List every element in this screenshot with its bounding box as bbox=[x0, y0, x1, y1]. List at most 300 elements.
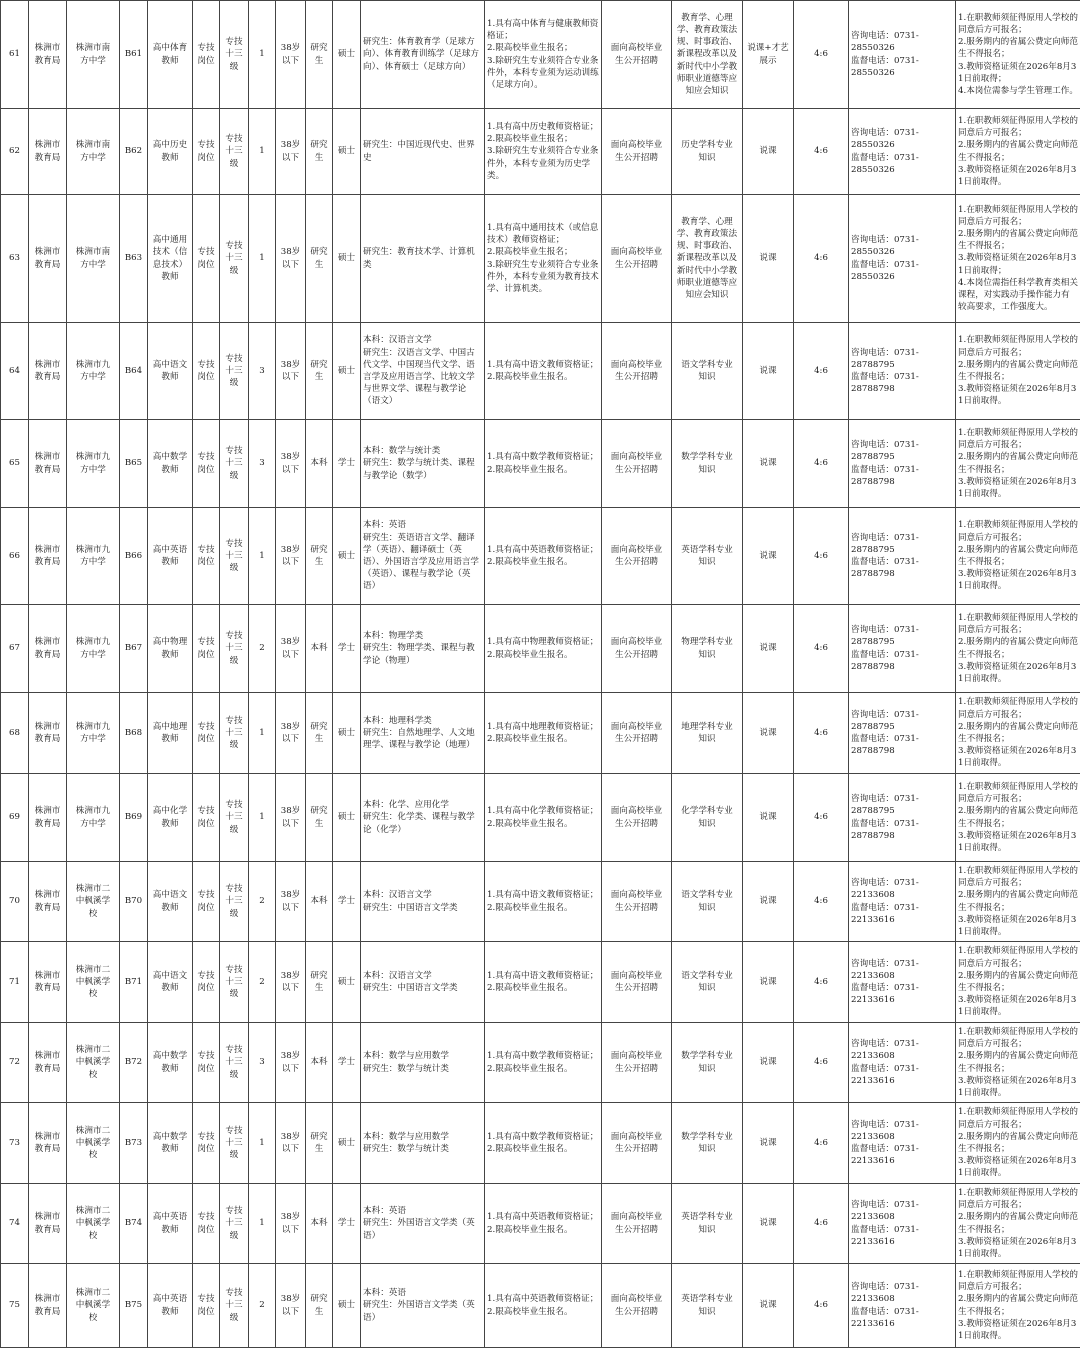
recruitment-target-cell bbox=[602, 942, 672, 1023]
score-ratio-cell bbox=[794, 693, 849, 774]
hiring-count-cell bbox=[249, 1264, 276, 1348]
row-number-cell bbox=[1, 605, 29, 693]
interview-format-cell bbox=[743, 1103, 794, 1184]
recruitment-target: 面向高校毕业 生公开招聘 bbox=[610, 1051, 663, 1074]
education-requirement-cell bbox=[306, 508, 333, 605]
hiring-count: 1 bbox=[259, 1218, 265, 1229]
written-exam-content: 教育学、心理学、教育政策法规、时事政治、新课程改革以及新时代中小学教师职业道德等应知应会知识 bbox=[676, 216, 738, 300]
post-code-cell bbox=[120, 862, 148, 942]
score-ratio: 4:6 bbox=[814, 146, 828, 157]
row-number: 64 bbox=[9, 365, 20, 376]
post-type: 专技 岗位 bbox=[197, 247, 215, 270]
education-requirement-cell bbox=[306, 1103, 333, 1184]
major-requirement: 研究生：教育技术学、计算机类 bbox=[363, 247, 475, 270]
table-row bbox=[1, 605, 1080, 693]
written-exam-content-cell bbox=[672, 109, 743, 195]
score-ratio-cell bbox=[794, 862, 849, 942]
post-code: B65 bbox=[124, 458, 143, 469]
post-code: B63 bbox=[124, 253, 143, 264]
score-ratio-cell bbox=[794, 1264, 849, 1348]
recruitment-target: 面向高校毕业 生公开招聘 bbox=[610, 970, 663, 993]
post-level: 专技 十三 级 bbox=[225, 1206, 243, 1241]
written-exam-content-cell bbox=[672, 420, 743, 508]
competent-department-cell bbox=[29, 693, 67, 774]
post-level: 专技 十三 级 bbox=[225, 1288, 243, 1323]
competent-department: 株洲市 教育局 bbox=[34, 544, 61, 567]
post-code: B73 bbox=[124, 1137, 143, 1148]
post-code: B70 bbox=[124, 896, 143, 907]
major-requirement-cell bbox=[361, 1023, 485, 1103]
competent-department-cell bbox=[29, 420, 67, 508]
competent-department-cell bbox=[29, 774, 67, 862]
post-level: 专技 十三 级 bbox=[225, 134, 243, 169]
post-type-cell bbox=[193, 1023, 220, 1103]
age-requirement-cell bbox=[276, 693, 306, 774]
hiring-count: 1 bbox=[259, 1137, 265, 1148]
other-requirements: 1.具有高中英语教师资格证； 2.限高校毕业生报名。 bbox=[487, 544, 599, 567]
employer-unit: 株洲市二 中枫溪学 校 bbox=[75, 1288, 111, 1323]
age-requirement-cell bbox=[276, 1264, 306, 1348]
post-level-cell bbox=[220, 1103, 249, 1184]
recruitment-target: 面向高校毕业 生公开招聘 bbox=[610, 1131, 663, 1154]
major-requirement: 本科：英语 研究生：英语语言文学、翻译学（英语）、翻译硕士（英语）、外国语言学及应用语言学（英语）、课程与教学论（英语） bbox=[363, 520, 480, 592]
hiring-count-cell bbox=[249, 862, 276, 942]
table-row bbox=[1, 1023, 1080, 1103]
contact-phones: 咨询电话：0731- 28550326 监督电话：0731- 28550326 bbox=[851, 235, 919, 282]
competent-department-cell bbox=[29, 508, 67, 605]
degree-requirement: 硕士 bbox=[337, 1300, 356, 1311]
written-exam-content: 数学学科专业 知识 bbox=[681, 1131, 733, 1154]
other-requirements: 1.具有高中语文教师资格证； 2.限高校毕业生报名。 bbox=[487, 890, 599, 913]
post-name-cell bbox=[148, 693, 193, 774]
post-type-cell bbox=[193, 1264, 220, 1348]
contact-phones: 咨询电话：0731- 28788795 监督电话：0731- 28788798 bbox=[851, 347, 919, 395]
post-level-cell bbox=[220, 774, 249, 862]
score-ratio-cell bbox=[794, 1023, 849, 1103]
other-requirements-cell bbox=[485, 605, 602, 693]
score-ratio: 4:6 bbox=[814, 727, 828, 738]
post-code-cell bbox=[120, 693, 148, 774]
row-number-cell bbox=[1, 942, 29, 1023]
post-name: 高中物理 教师 bbox=[152, 637, 188, 660]
row-number: 65 bbox=[9, 458, 20, 469]
post-name: 高中英语 教师 bbox=[152, 1212, 188, 1235]
score-ratio-cell bbox=[794, 420, 849, 508]
employer-unit-cell bbox=[67, 1023, 120, 1103]
competent-department: 株洲市 教育局 bbox=[34, 1051, 61, 1074]
score-ratio: 4:6 bbox=[814, 812, 828, 823]
contact-phones-cell bbox=[849, 109, 956, 195]
post-level: 专技 十三 级 bbox=[225, 800, 243, 835]
post-code-cell bbox=[120, 195, 148, 323]
post-level: 专技 十三 级 bbox=[225, 631, 243, 666]
employer-unit-cell bbox=[67, 605, 120, 693]
hiring-count-cell bbox=[249, 942, 276, 1023]
remarks-cell bbox=[956, 862, 1080, 942]
remarks-cell bbox=[956, 1103, 1080, 1184]
competent-department-cell bbox=[29, 1184, 67, 1264]
row-number-cell bbox=[1, 508, 29, 605]
post-name-cell bbox=[148, 774, 193, 862]
table-row bbox=[1, 862, 1080, 942]
score-ratio: 4:6 bbox=[814, 1218, 828, 1229]
degree-requirement-cell bbox=[333, 109, 361, 195]
education-requirement-cell bbox=[306, 420, 333, 508]
education-requirement-cell bbox=[306, 323, 333, 420]
competent-department: 株洲市 教育局 bbox=[34, 359, 61, 382]
employer-unit: 株洲市九 方中学 bbox=[75, 721, 111, 744]
competent-department: 株洲市 教育局 bbox=[34, 1212, 61, 1235]
post-level-cell bbox=[220, 862, 249, 942]
written-exam-content-cell bbox=[672, 605, 743, 693]
recruitment-target-cell bbox=[602, 1, 672, 109]
post-level-cell bbox=[220, 195, 249, 323]
remarks: 1.在职教师须征得原用人学校的同意后方可报名； 2.服务期内的省属公费定向师范生不得报名； 3.教师资格证须在2026年8月31日前取得。 bbox=[958, 865, 1078, 937]
competent-department: 株洲市 教育局 bbox=[34, 890, 61, 913]
score-ratio-cell bbox=[794, 942, 849, 1023]
post-code-cell bbox=[120, 323, 148, 420]
post-name: 高中数学 教师 bbox=[152, 1051, 188, 1074]
post-code-cell bbox=[120, 1184, 148, 1264]
table-row bbox=[1, 508, 1080, 605]
recruitment-target: 面向高校毕业 生公开招聘 bbox=[610, 1212, 663, 1235]
interview-format: 说课 bbox=[759, 253, 777, 264]
post-level: 专技 十三 级 bbox=[225, 1045, 243, 1080]
post-level: 专技 十三 级 bbox=[225, 538, 243, 574]
degree-requirement-cell bbox=[333, 195, 361, 323]
major-requirement-cell bbox=[361, 195, 485, 323]
written-exam-content-cell bbox=[672, 693, 743, 774]
post-name: 高中语文 教师 bbox=[152, 890, 188, 913]
interview-format-cell bbox=[743, 420, 794, 508]
post-type-cell bbox=[193, 323, 220, 420]
post-level: 专技 十三 级 bbox=[225, 241, 243, 276]
post-level-cell bbox=[220, 1184, 249, 1264]
hiring-count: 3 bbox=[259, 365, 265, 376]
age-requirement: 38岁 以下 bbox=[280, 1212, 301, 1235]
education-requirement-cell bbox=[306, 195, 333, 323]
post-name: 高中化学 教师 bbox=[152, 806, 188, 829]
education-requirement-cell bbox=[306, 605, 333, 693]
post-type-cell bbox=[193, 1, 220, 109]
hiring-count-cell bbox=[249, 1184, 276, 1264]
interview-format: 说课 bbox=[759, 458, 777, 469]
post-type-cell bbox=[193, 774, 220, 862]
hiring-count: 1 bbox=[259, 146, 265, 157]
other-requirements-cell bbox=[485, 1184, 602, 1264]
employer-unit: 株洲市九 方中学 bbox=[75, 359, 111, 382]
post-code-cell bbox=[120, 109, 148, 195]
post-level: 专技 十三 级 bbox=[225, 715, 243, 751]
remarks: 1.在职教师须征得原用人学校的同意后方可报名； 2.服务期内的省属公费定向师范生不得报名； 3.教师资格证须在2026年8月31日前取得。 bbox=[958, 520, 1078, 592]
degree-requirement: 硕士 bbox=[337, 49, 356, 60]
row-number: 71 bbox=[9, 976, 20, 987]
remarks: 1.在职教师须征得原用人学校的同意后方可报名； 2.服务期内的省属公费定向师范生不得报名； 3.教师资格证须在2026年8月31日前取得。 bbox=[958, 697, 1078, 769]
recruitment-target-cell bbox=[602, 605, 672, 693]
post-name: 高中地理 教师 bbox=[152, 721, 188, 744]
degree-requirement: 硕士 bbox=[337, 727, 356, 738]
contact-phones: 咨询电话：0731- 28788795 监督电话：0731- 28788798 bbox=[851, 625, 919, 672]
interview-format-cell bbox=[743, 195, 794, 323]
other-requirements-cell bbox=[485, 862, 602, 942]
written-exam-content: 语文学科专业 知识 bbox=[681, 970, 733, 993]
other-requirements-cell bbox=[485, 1103, 602, 1184]
row-number-cell bbox=[1, 1264, 29, 1348]
post-name: 高中语文 教师 bbox=[152, 970, 188, 993]
hiring-count-cell bbox=[249, 774, 276, 862]
other-requirements: 1.具有高中数学教师资格证； 2.限高校毕业生报名。 bbox=[487, 452, 599, 475]
post-code: B64 bbox=[124, 365, 143, 376]
remarks: 1.在职教师须征得原用人学校的同意后方可报名； 2.服务期内的省属公费定向师范生不得报名； 3.教师资格证须在2026年8月31日前取得。 bbox=[958, 427, 1078, 499]
contact-phones: 咨询电话：0731- 22133608 监督电话：0731- 22133616 bbox=[851, 1039, 919, 1086]
hiring-count: 1 bbox=[259, 253, 265, 264]
interview-format-cell bbox=[743, 508, 794, 605]
recruitment-target: 面向高校毕业 生公开招聘 bbox=[610, 43, 663, 66]
row-number: 69 bbox=[9, 812, 20, 823]
recruitment-target: 面向高校毕业 生公开招聘 bbox=[610, 1294, 663, 1317]
row-number: 61 bbox=[9, 49, 20, 60]
age-requirement: 38岁 以下 bbox=[280, 247, 301, 270]
post-code: B61 bbox=[124, 49, 143, 60]
interview-format-cell bbox=[743, 1, 794, 109]
competent-department: 株洲市 教育局 bbox=[34, 970, 61, 993]
hiring-count-cell bbox=[249, 605, 276, 693]
post-code: B68 bbox=[124, 727, 143, 738]
written-exam-content-cell bbox=[672, 508, 743, 605]
major-requirement: 本科：物理学类 研究生：物理学类、课程与教学论（物理） bbox=[363, 631, 475, 666]
post-level: 专技 十三 级 bbox=[225, 353, 243, 389]
interview-format: 说课 bbox=[759, 550, 777, 561]
row-number-cell bbox=[1, 1, 29, 109]
post-name-cell bbox=[148, 1264, 193, 1348]
interview-format: 说课+才艺展示 bbox=[747, 43, 789, 66]
degree-requirement-cell bbox=[333, 323, 361, 420]
age-requirement: 38岁 以下 bbox=[280, 43, 301, 66]
post-name-cell bbox=[148, 508, 193, 605]
written-exam-content: 数学学科专业 知识 bbox=[681, 452, 733, 475]
education-requirement: 研究 生 bbox=[310, 1131, 328, 1154]
written-exam-content-cell bbox=[672, 942, 743, 1023]
interview-format-cell bbox=[743, 1023, 794, 1103]
other-requirements: 1.具有高中体育与健康教师资格证； 2.限高校毕业生报名； 3.除研究生专业须符合专业条件外，本科专业须为运动训练（足球方向）。 bbox=[487, 18, 599, 90]
age-requirement-cell bbox=[276, 1, 306, 109]
age-requirement-cell bbox=[276, 605, 306, 693]
post-type-cell bbox=[193, 862, 220, 942]
age-requirement-cell bbox=[276, 1023, 306, 1103]
major-requirement: 本科：数学与统计类 研究生：数学与统计类、课程与教学论（数学） bbox=[363, 446, 475, 481]
education-requirement: 本科 bbox=[310, 896, 328, 907]
employer-unit: 株洲市南 方中学 bbox=[75, 43, 111, 66]
recruitment-target-cell bbox=[602, 195, 672, 323]
post-name-cell bbox=[148, 605, 193, 693]
remarks-cell bbox=[956, 508, 1080, 605]
degree-requirement: 学士 bbox=[337, 458, 356, 469]
row-number-cell bbox=[1, 1103, 29, 1184]
degree-requirement: 学士 bbox=[337, 643, 356, 654]
interview-format: 说课 bbox=[759, 1137, 777, 1148]
hiring-count: 3 bbox=[259, 458, 265, 469]
written-exam-content-cell bbox=[672, 195, 743, 323]
recruitment-target-cell bbox=[602, 862, 672, 942]
employer-unit-cell bbox=[67, 420, 120, 508]
employer-unit: 株洲市九 方中学 bbox=[75, 452, 111, 475]
post-level-cell bbox=[220, 1023, 249, 1103]
post-type: 专技 岗位 bbox=[197, 721, 215, 744]
written-exam-content: 历史学科专业 知识 bbox=[681, 140, 733, 163]
other-requirements: 1.具有高中通用技术（或信息技术）教师资格证； 2.限高校毕业生报名； 3.除研究生专业须符合专业条件外，本科专业须为教育技术学、计算机类。 bbox=[487, 222, 599, 294]
row-number-cell bbox=[1, 774, 29, 862]
competent-department: 株洲市 教育局 bbox=[34, 721, 61, 744]
remarks: 1.在职教师须征得原用人学校的同意后方可报名； 2.服务期内的省属公费定向师范生不得报名； 3.教师资格证须在2026年8月31日前取得。 bbox=[958, 115, 1078, 187]
post-code: B75 bbox=[124, 1300, 143, 1311]
post-name: 高中通用 技术（信 息技术） 教师 bbox=[152, 235, 188, 282]
post-type-cell bbox=[193, 1184, 220, 1264]
age-requirement: 38岁 以下 bbox=[280, 890, 301, 913]
row-number-cell bbox=[1, 1184, 29, 1264]
post-name: 高中语文 教师 bbox=[152, 359, 188, 382]
table-body bbox=[1, 1, 1080, 1348]
age-requirement: 38岁 以下 bbox=[280, 359, 301, 382]
other-requirements: 1.具有高中语文教师资格证； 2.限高校毕业生报名。 bbox=[487, 359, 599, 382]
age-requirement-cell bbox=[276, 862, 306, 942]
competent-department-cell bbox=[29, 1, 67, 109]
score-ratio: 4:6 bbox=[814, 643, 828, 654]
major-requirement-cell bbox=[361, 1, 485, 109]
degree-requirement: 硕士 bbox=[337, 253, 356, 264]
employer-unit: 株洲市二 中枫溪学 校 bbox=[75, 884, 111, 919]
table-row bbox=[1, 109, 1080, 195]
row-number: 74 bbox=[9, 1218, 20, 1229]
recruitment-target-cell bbox=[602, 1264, 672, 1348]
employer-unit: 株洲市二 中枫溪学 校 bbox=[75, 964, 111, 1000]
contact-phones-cell bbox=[849, 1, 956, 109]
post-name-cell bbox=[148, 195, 193, 323]
degree-requirement: 学士 bbox=[337, 896, 356, 907]
post-name: 高中数学 教师 bbox=[152, 1131, 188, 1154]
other-requirements-cell bbox=[485, 323, 602, 420]
post-name-cell bbox=[148, 862, 193, 942]
post-code-cell bbox=[120, 774, 148, 862]
written-exam-content-cell bbox=[672, 1103, 743, 1184]
recruitment-target-cell bbox=[602, 420, 672, 508]
post-type: 专技 岗位 bbox=[197, 43, 215, 66]
row-number-cell bbox=[1, 1023, 29, 1103]
major-requirement: 本科：汉语言文学 研究生：中国语言文学类 bbox=[363, 970, 458, 993]
post-level: 专技 十三 级 bbox=[225, 446, 243, 481]
interview-format: 说课 bbox=[759, 1057, 777, 1068]
contact-phones-cell bbox=[849, 195, 956, 323]
post-type-cell bbox=[193, 420, 220, 508]
age-requirement: 38岁 以下 bbox=[280, 452, 301, 475]
remarks-cell bbox=[956, 420, 1080, 508]
written-exam-content: 教育学、心理学、教育政策法规、时事政治、新课程改革以及新时代中小学教师职业道德等应知应会知识 bbox=[676, 12, 738, 96]
major-requirement-cell bbox=[361, 323, 485, 420]
hiring-count: 2 bbox=[259, 643, 265, 654]
employer-unit-cell bbox=[67, 862, 120, 942]
written-exam-content-cell bbox=[672, 774, 743, 862]
hiring-count-cell bbox=[249, 109, 276, 195]
table-row bbox=[1, 323, 1080, 420]
degree-requirement-cell bbox=[333, 1023, 361, 1103]
post-code: B66 bbox=[124, 550, 143, 561]
major-requirement-cell bbox=[361, 1264, 485, 1348]
post-type-cell bbox=[193, 1103, 220, 1184]
interview-format-cell bbox=[743, 109, 794, 195]
row-number: 66 bbox=[9, 550, 20, 561]
post-type-cell bbox=[193, 693, 220, 774]
contact-phones-cell bbox=[849, 862, 956, 942]
score-ratio: 4:6 bbox=[814, 1057, 828, 1068]
post-code: B72 bbox=[124, 1057, 143, 1068]
remarks-cell bbox=[956, 109, 1080, 195]
row-number-cell bbox=[1, 862, 29, 942]
education-requirement: 本科 bbox=[310, 1218, 328, 1229]
score-ratio-cell bbox=[794, 109, 849, 195]
contact-phones-cell bbox=[849, 774, 956, 862]
interview-format: 说课 bbox=[759, 365, 777, 376]
post-type: 专技 岗位 bbox=[197, 637, 215, 660]
post-type-cell bbox=[193, 195, 220, 323]
degree-requirement-cell bbox=[333, 1, 361, 109]
major-requirement-cell bbox=[361, 1184, 485, 1264]
remarks: 1.在职教师须征得原用人学校的同意后方可报名； 2.服务期内的省属公费定向师范生不得报名； 3.教师资格证须在2026年8月31日前取得。 bbox=[958, 1107, 1078, 1179]
degree-requirement: 学士 bbox=[337, 1218, 356, 1229]
post-code-cell bbox=[120, 1103, 148, 1184]
score-ratio-cell bbox=[794, 774, 849, 862]
degree-requirement: 硕士 bbox=[337, 365, 356, 376]
interview-format: 说课 bbox=[759, 643, 777, 654]
score-ratio: 4:6 bbox=[814, 1300, 828, 1311]
recruitment-target-cell bbox=[602, 109, 672, 195]
other-requirements-cell bbox=[485, 1264, 602, 1348]
post-name-cell bbox=[148, 420, 193, 508]
post-code: B71 bbox=[124, 976, 143, 987]
score-ratio-cell bbox=[794, 508, 849, 605]
recruitment-target: 面向高校毕业 生公开招聘 bbox=[610, 140, 663, 163]
post-name-cell bbox=[148, 323, 193, 420]
post-code: B69 bbox=[124, 812, 143, 823]
recruitment-target-cell bbox=[602, 1184, 672, 1264]
contact-phones-cell bbox=[849, 942, 956, 1023]
hiring-count: 1 bbox=[259, 727, 265, 738]
table-row bbox=[1, 693, 1080, 774]
post-name-cell bbox=[148, 1103, 193, 1184]
employer-unit: 株洲市二 中枫溪学 校 bbox=[75, 1206, 111, 1241]
remarks: 1.在职教师须征得原用人学校的同意后方可报名； 2.服务期内的省属公费定向师范生不得报名； 3.教师资格证须在2026年8月31日前取得。 bbox=[958, 335, 1078, 407]
education-requirement: 研究 生 bbox=[310, 544, 328, 567]
post-code-cell bbox=[120, 942, 148, 1023]
post-code-cell bbox=[120, 1264, 148, 1348]
written-exam-content-cell bbox=[672, 862, 743, 942]
recruitment-target-cell bbox=[602, 323, 672, 420]
table-row bbox=[1, 1103, 1080, 1184]
recruitment-target: 面向高校毕业 生公开招聘 bbox=[610, 247, 663, 270]
written-exam-content-cell bbox=[672, 1023, 743, 1103]
major-requirement: 本科：英语 研究生：外国语言文学类（英语） bbox=[363, 1206, 475, 1241]
hiring-count: 3 bbox=[259, 1057, 265, 1068]
major-requirement: 本科：汉语言文学 研究生：中国语言文学类 bbox=[363, 890, 458, 913]
row-number-cell bbox=[1, 109, 29, 195]
competent-department: 株洲市 教育局 bbox=[34, 806, 61, 829]
post-type: 专技 岗位 bbox=[197, 452, 215, 475]
post-type-cell bbox=[193, 942, 220, 1023]
employer-unit: 株洲市南 方中学 bbox=[75, 247, 111, 270]
written-exam-content: 地理学科专业 知识 bbox=[681, 721, 733, 744]
score-ratio-cell bbox=[794, 605, 849, 693]
table-row bbox=[1, 942, 1080, 1023]
remarks-cell bbox=[956, 1, 1080, 109]
employer-unit: 株洲市九 方中学 bbox=[75, 544, 111, 567]
